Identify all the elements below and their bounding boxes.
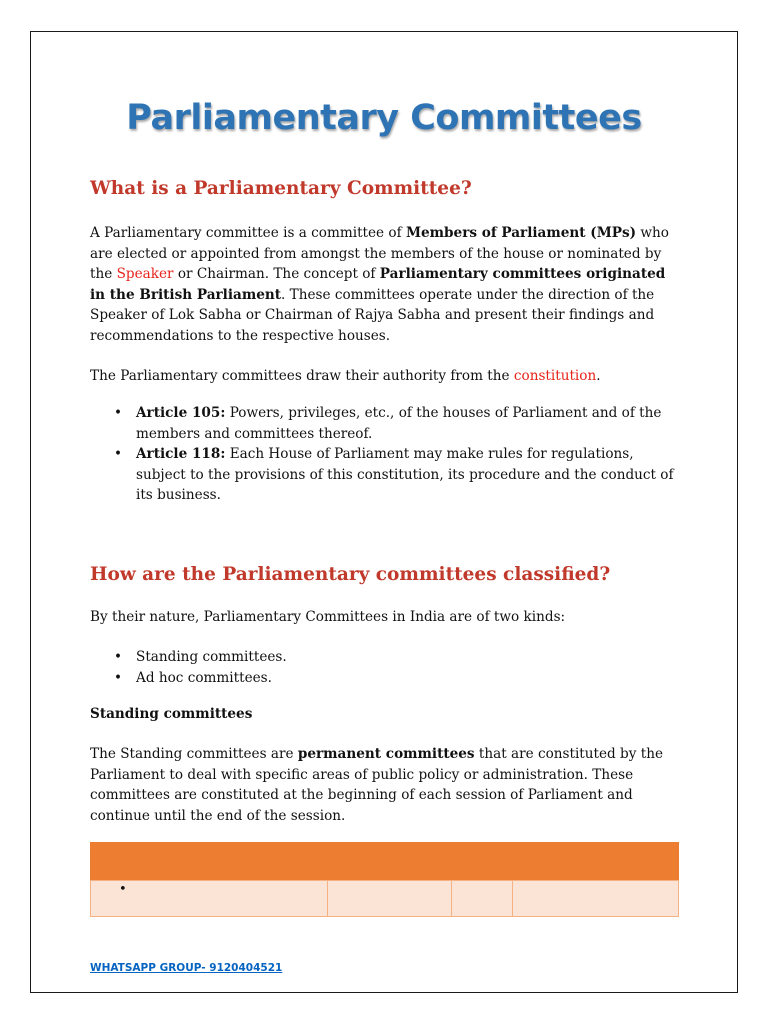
bold-segment: permanent committees — [297, 746, 475, 762]
list-item: • Standing committees. — [90, 647, 680, 668]
page-title: Parliamentary Committees — [126, 98, 642, 138]
kinds-intro: By their nature, Parliamentary Committees in India are of two kinds: — [90, 609, 566, 625]
table-cell — [328, 881, 452, 916]
text-segment: that are constituted by the Parliament to deal with specific areas of public policy or administration. These committees are constituted at the beginning of each session of Parliament and continue until the end of the session. — [90, 746, 664, 824]
text-segment: . — [596, 368, 601, 384]
article-label: Article 105: — [136, 405, 226, 421]
bold-segment: Parliamentary committees originated in the British Parliament — [90, 266, 666, 303]
whatsapp-group-link[interactable]: WHATSAPP GROUP- 9120404521 — [90, 962, 283, 974]
definition-paragraph — [90, 223, 680, 346]
article-text: Each House of Parliament may make rules for regulations, subject to the provisions of this constitution, its procedure and the conduct of its business. — [136, 446, 674, 503]
article-list — [90, 403, 680, 506]
standing-committees-paragraph — [90, 744, 680, 826]
cell-bullet: • — [119, 882, 127, 897]
list-item — [90, 444, 680, 506]
table-header-row — [90, 842, 679, 880]
section-heading-what-is: What is a Parliamentary Committee? — [90, 178, 472, 199]
list-item: • Ad hoc committees. — [90, 668, 680, 689]
table-row — [90, 880, 679, 917]
text-segment: The Parliamentary committees draw their authority from the — [90, 368, 514, 384]
table-cell — [91, 881, 328, 916]
list-item — [90, 403, 680, 444]
text-segment: A Parliamentary committee is a committee of — [90, 225, 406, 241]
speaker-link[interactable]: Speaker — [116, 266, 174, 282]
table-cell — [513, 881, 678, 916]
article-text: Powers, privileges, etc., of the houses of Parliament and of the members and committees thereof. — [136, 405, 662, 442]
bold-segment: Members of Parliament (MPs) — [405, 225, 637, 241]
text-segment: who are elected or appointed from amongst the members of the house or nominated by the — [90, 225, 669, 282]
text-segment: or Chairman. The concept of — [173, 266, 380, 282]
authority-paragraph — [90, 366, 680, 387]
table-cell — [452, 881, 513, 916]
article-label: Article 118: — [136, 446, 226, 462]
standing-committees-heading: Standing committees — [90, 706, 253, 722]
section-heading-classified: How are the Parliamentary committees classified? — [90, 564, 611, 585]
kinds-list — [90, 647, 680, 688]
constitution-link[interactable]: constitution — [513, 368, 597, 384]
text-segment: The Standing committees are — [90, 746, 298, 762]
text-segment: . These committees operate under the direction of the Speaker of Lok Sabha or Chairman of Rajya Sabha and present their findings and recommendations to the respective houses. — [90, 286, 655, 344]
